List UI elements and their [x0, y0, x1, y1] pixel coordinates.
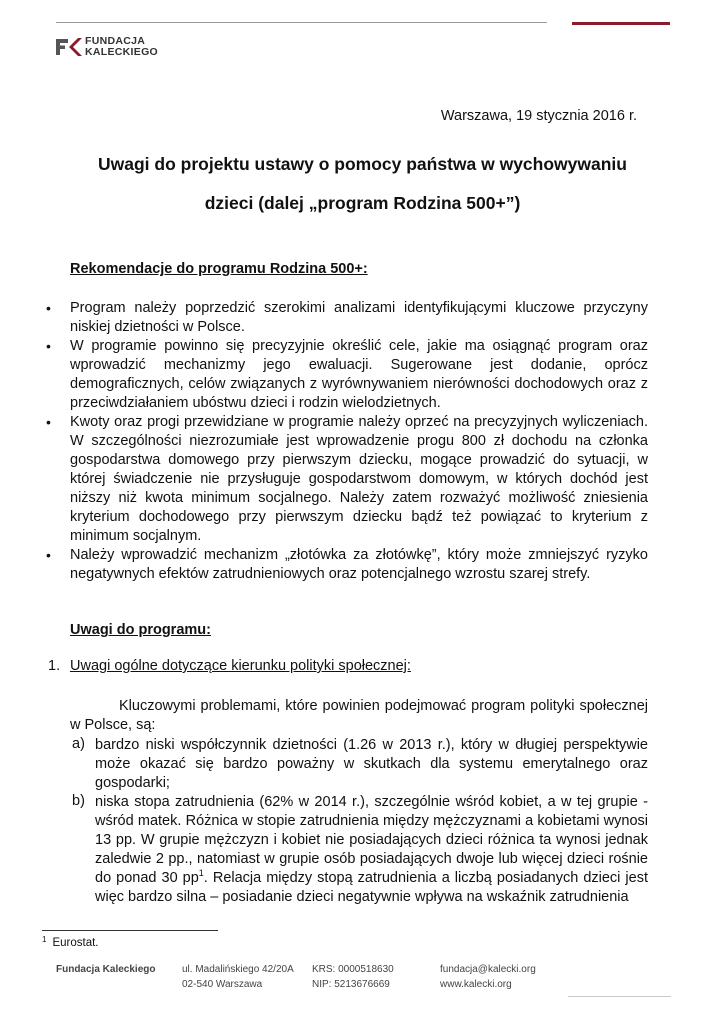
recommendation-item: • Program należy poprzedzić szerokimi analizami identyfikującymi kluczowe przyczyny niskiej dzietności w Polsce. [70, 299, 648, 337]
list-label-b: b) [72, 793, 85, 809]
foundation-logo [56, 36, 158, 58]
footer-krs: KRS: 0000518630 [312, 964, 394, 975]
footnote-text: Eurostat. [52, 937, 99, 949]
document-title-line1: Uwagi do projektu ustawy o pomocy państwa w wychowywaniu [98, 154, 627, 174]
recommendation-item: • W programie powinno się precyzyjnie określić cele, jakie ma osiągnąć program oraz wprowadzić mechanizmy jego ewaluacji. Sugerowane jest dodanie, oprócz demograficznych, celów związanych z wyrównywaniem nierówności dochodowych oraz z przeciwdziałaniem ubóstwu dzieci i rodzin wielodzietnych. [70, 337, 648, 413]
fk-logo-icon [56, 37, 82, 57]
footer-rule [568, 996, 671, 997]
recommendation-item: • Kwoty oraz progi przewidziane w programie należy oprzeć na precyzyjnych wyliczeniach. W szczególności niezrozumiałe jest wprowadzenie progu 800 zł dochodu na członka gospodarstwa domowego przy pierwszym dziecku, mogące prowadzić do sytuacji, w której świadczenie nie przysługuje gospodarstwom domowym, w których dochód jest niższy niż kwota minimum socjalnego. Należy zatem rozważyć możliwość zniesienia kryterium dochodowego przy pierwszym dziecku bądź też powiązać to kryterium z minimum socjalnym. [70, 413, 648, 546]
logo-text-line1: FUNDACJA [85, 35, 146, 47]
header-rule [56, 22, 547, 23]
section-intro-paragraph: Kluczowymi problemami, które powinien podejmować program polityki społecznej w Polsce, są: [70, 698, 648, 733]
list-item-b-text-part2: . Relacja między stopą zatrudnienia a liczbą posiadanych dzieci jest więc bardzo silna – posiadanie dzieci negatywnie wpływa na wskaźnik zatrudnienia [95, 870, 648, 905]
recommendations-list [70, 299, 648, 584]
footnote-rule [42, 930, 218, 931]
footer-address [182, 962, 294, 992]
footer-address-line1: ul. Madalińskiego 42/20A [182, 964, 294, 975]
logo-text-line2: KALECKIEGO [85, 46, 159, 58]
recommendation-item: • Należy wprowadzić mechanizm „złotówka za złotówkę”, który może zmniejszyć ryzyko negatywnych efektów zatrudnieniowych oraz potencjalnego wzrostu szarej strefy. [70, 546, 648, 584]
section-number: 1. [48, 658, 61, 674]
footer-registration [312, 962, 394, 992]
list-label-a: a) [72, 736, 85, 752]
footer-nip: NIP: 5213676669 [312, 979, 390, 990]
footer-address-line2: 02-540 Warszawa [182, 979, 263, 990]
list-item-a: bardzo niski współczynnik dzietności (1.26 w 2013 r.), który w długiej perspektywie może okazać się bardzo poważny w skutkach dla systemu emerytalnego oraz gospodarki; [95, 737, 648, 791]
footer-email-link[interactable]: fundacja@kalecki.org [440, 964, 536, 975]
recommendations-heading: Rekomendacje do programu Rodzina 500+: [70, 261, 368, 277]
footer-contact [440, 962, 536, 992]
remarks-heading: Uwagi do programu: [70, 622, 211, 638]
document-title-line2: dzieci (dalej „program Rodzina 500+”) [204, 193, 521, 213]
list-item-b [95, 793, 648, 907]
footer-website-link[interactable]: www.kalecki.org [440, 979, 512, 990]
document-date: Warszawa, 19 stycznia 2016 r. [440, 108, 637, 124]
section-title: Uwagi ogólne dotyczące kierunku polityki społecznej: [70, 658, 411, 674]
footnote-reference[interactable]: 1 [198, 868, 204, 878]
list-item-b-text-part1: niska stopa zatrudnienia (62% w 2014 r.), szczególnie wśród kobiet, a w tej grupie - wśród matek. Różnica w stopie zatrudnienia między mężczyznami a kobietami wynosi 13 pp. W grupie mężczyzn i kobiet nie posiadających dzieci różnica ta wynosi jednak zaledwie 2 pp., natomiast w grupie osób posiadających dwoje lub więcej dzieci rośnie do ponad 30 pp [95, 794, 648, 886]
footnote [42, 937, 98, 949]
footer-org-name: Fundacja Kaleckiego [56, 964, 156, 975]
header-accent-bar [572, 22, 670, 25]
footnote-number: 1 [42, 935, 47, 944]
